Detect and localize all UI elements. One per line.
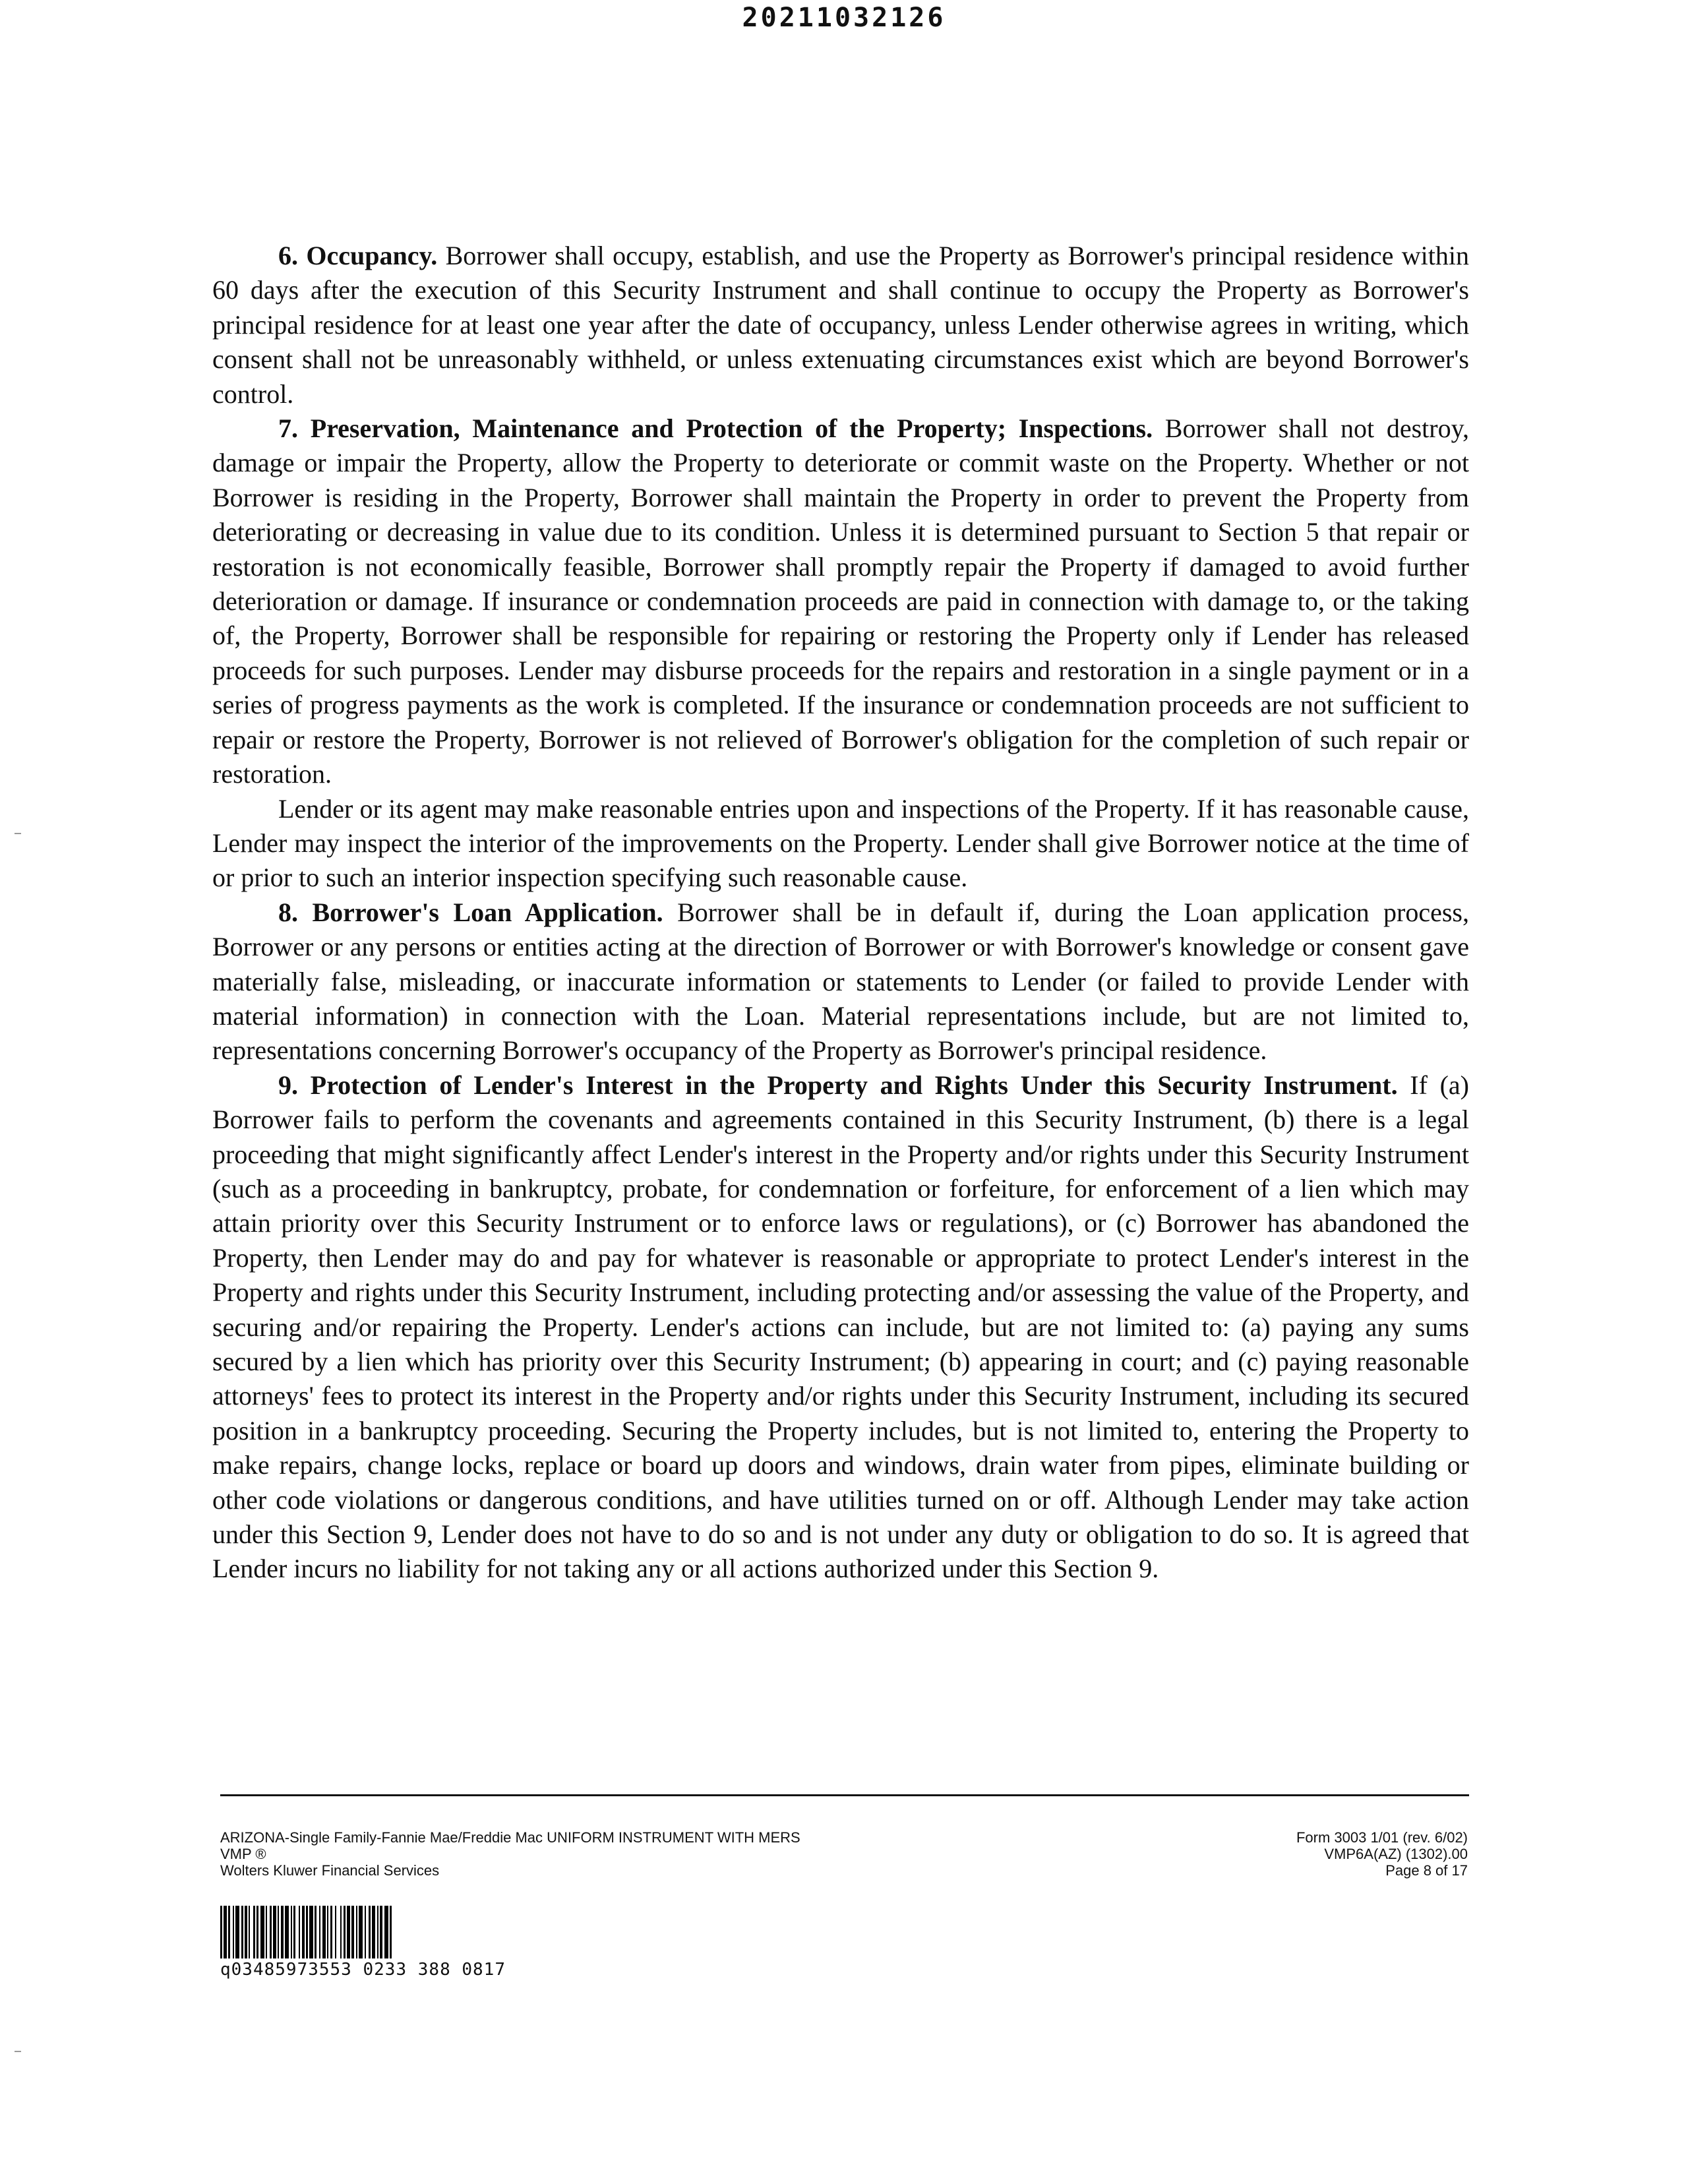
footer-publisher: Wolters Kluwer Financial Services — [220, 1862, 440, 1879]
document-number: 20211032126 — [742, 3, 946, 33]
footer-divider — [220, 1794, 1469, 1796]
section-occupancy — [212, 239, 1469, 411]
margin-mark — [15, 833, 21, 834]
footer-vmp: VMP ® — [220, 1846, 266, 1862]
footer-form-info — [220, 1829, 800, 1879]
section-text: If (a) Borrower fails to perform the covenants and agreements contained in this Security Instrument, (b) there is a legal proceeding that might significantly affect Lender's interest in the Property and/or rights under this Security Instrument (such as a proceeding in bankruptcy, probate, for condemnation or forfeiture, for enforcement of a lien which may attain priority over this Security Instrument or to enforce laws or regulations), or (c) Borrower has abandoned the Property, then Lender may do and pay for whatever is reasonable or appropriate to protect Lender's interest in the Property and rights under this Security Instrument, including protecting and/or assessing the value of the Property, and securing and/or repairing the Property. Lender's actions can include, but are not limited to: (a) paying any sums secured by a lien which has priority over this Security Instrument; (b) appearing in court; and (c) paying reasonable attorneys' fees to protect its interest in the Property and/or rights under this Security Instrument, including its secured position in a bankruptcy proceeding. Securing the Property includes, but is not limited to, entering the Property to make repairs, change locks, replace or board up doors and windows, drain water from pipes, eliminate building or other code violations or dangerous conditions, and have utilities turned on or off. Although Lender may take action under this Section 9, Lender does not have to do so and is not under any duty or obligation to do so. It is agreed that Lender incurs no liability for not taking any or all actions authorized under this Section 9. — [212, 1070, 1469, 1584]
footer-form-title: ARIZONA-Single Family-Fannie Mae/Freddie Mac UNIFORM INSTRUMENT WITH MERS — [220, 1829, 800, 1846]
section-inspection-paragraph — [212, 792, 1469, 895]
margin-mark — [15, 2051, 21, 2052]
footer-form-number — [1121, 1829, 1468, 1879]
document-body — [212, 239, 1469, 1587]
section-heading: 8. Borrower's Loan Application. — [278, 897, 663, 927]
page-number: Page 8 of 17 — [1385, 1862, 1468, 1879]
section-text: Lender or its agent may make reasonable entries upon and inspections of the Property. If it has reasonable cause, Lender may inspect the interior of the improvements on the Property. Lender shall give Borrower notice at the time of or prior to such an interior inspection specifying such reasonable cause. — [212, 793, 1469, 893]
section-heading: 7. Preservation, Maintenance and Protection of the Property; Inspections. — [278, 413, 1153, 444]
section-preservation — [212, 411, 1469, 791]
section-heading: 9. Protection of Lender's Interest in the Property and Rights Under this Security Instrument. — [278, 1070, 1398, 1100]
section-text: Borrower shall occupy, establish, and use the Property as Borrower's principal residence within 60 days after the execution of this Security Instrument and shall continue to occupy the Property as Borrower's principal residence for at least one year after the date of occupancy, unless Lender otherwise agrees in writing, which consent shall not be unreasonably withheld, or unless extenuating circumstances exist which are beyond Borrower's control. — [212, 241, 1470, 409]
barcode-icon — [220, 1906, 708, 1958]
footer-form-code: Form 3003 1/01 (rev. 6/02) — [1296, 1829, 1468, 1846]
section-text: Borrower shall not destroy, damage or impair the Property, allow the Property to deteriorate or commit waste on the Property. Whether or not Borrower is residing in the Property, Borrower shall maintain the Property in order to prevent the Property from deteriorating or decreasing in value due to its condition. Unless it is determined pursuant to Section 5 that repair or restoration is not economically feasible, Borrower shall promptly repair the Property if damaged to avoid further deterioration or damage. If insurance or condemnation proceeds are paid in connection with damage to, or the taking of, the Property, Borrower shall be responsible for repairing or restoring the Property only if Lender has released proceeds for such purposes. Lender may disburse proceeds for the repairs and restoration in a single payment or in a series of progress payments as the work is completed. If the insurance or condemnation proceeds are not sufficient to repair or restore the Property, Borrower is not relieved of Borrower's obligation for the completion of such repair or restoration. — [212, 413, 1469, 789]
footer-vmp-code: VMP6A(AZ) (1302).00 — [1324, 1846, 1468, 1862]
section-text: Borrower shall be in default if, during the Loan application process, Borrower or any persons or entities acting at the direction of Borrower or with Borrower's knowledge or consent gave materially false, misleading, or inaccurate information or statements to Lender (or failed to provide Lender with material information) in connection with the Loan. Material representations include, but are not limited to, representations concerning Borrower's occupancy of the Property as Borrower's principal residence. — [212, 897, 1469, 1066]
section-heading: 6. Occupancy. — [278, 241, 438, 270]
section-protection — [212, 1068, 1469, 1587]
section-loan-application — [212, 895, 1469, 1068]
barcode-number: q03485973553 0233 388 0817 — [220, 1960, 506, 1980]
